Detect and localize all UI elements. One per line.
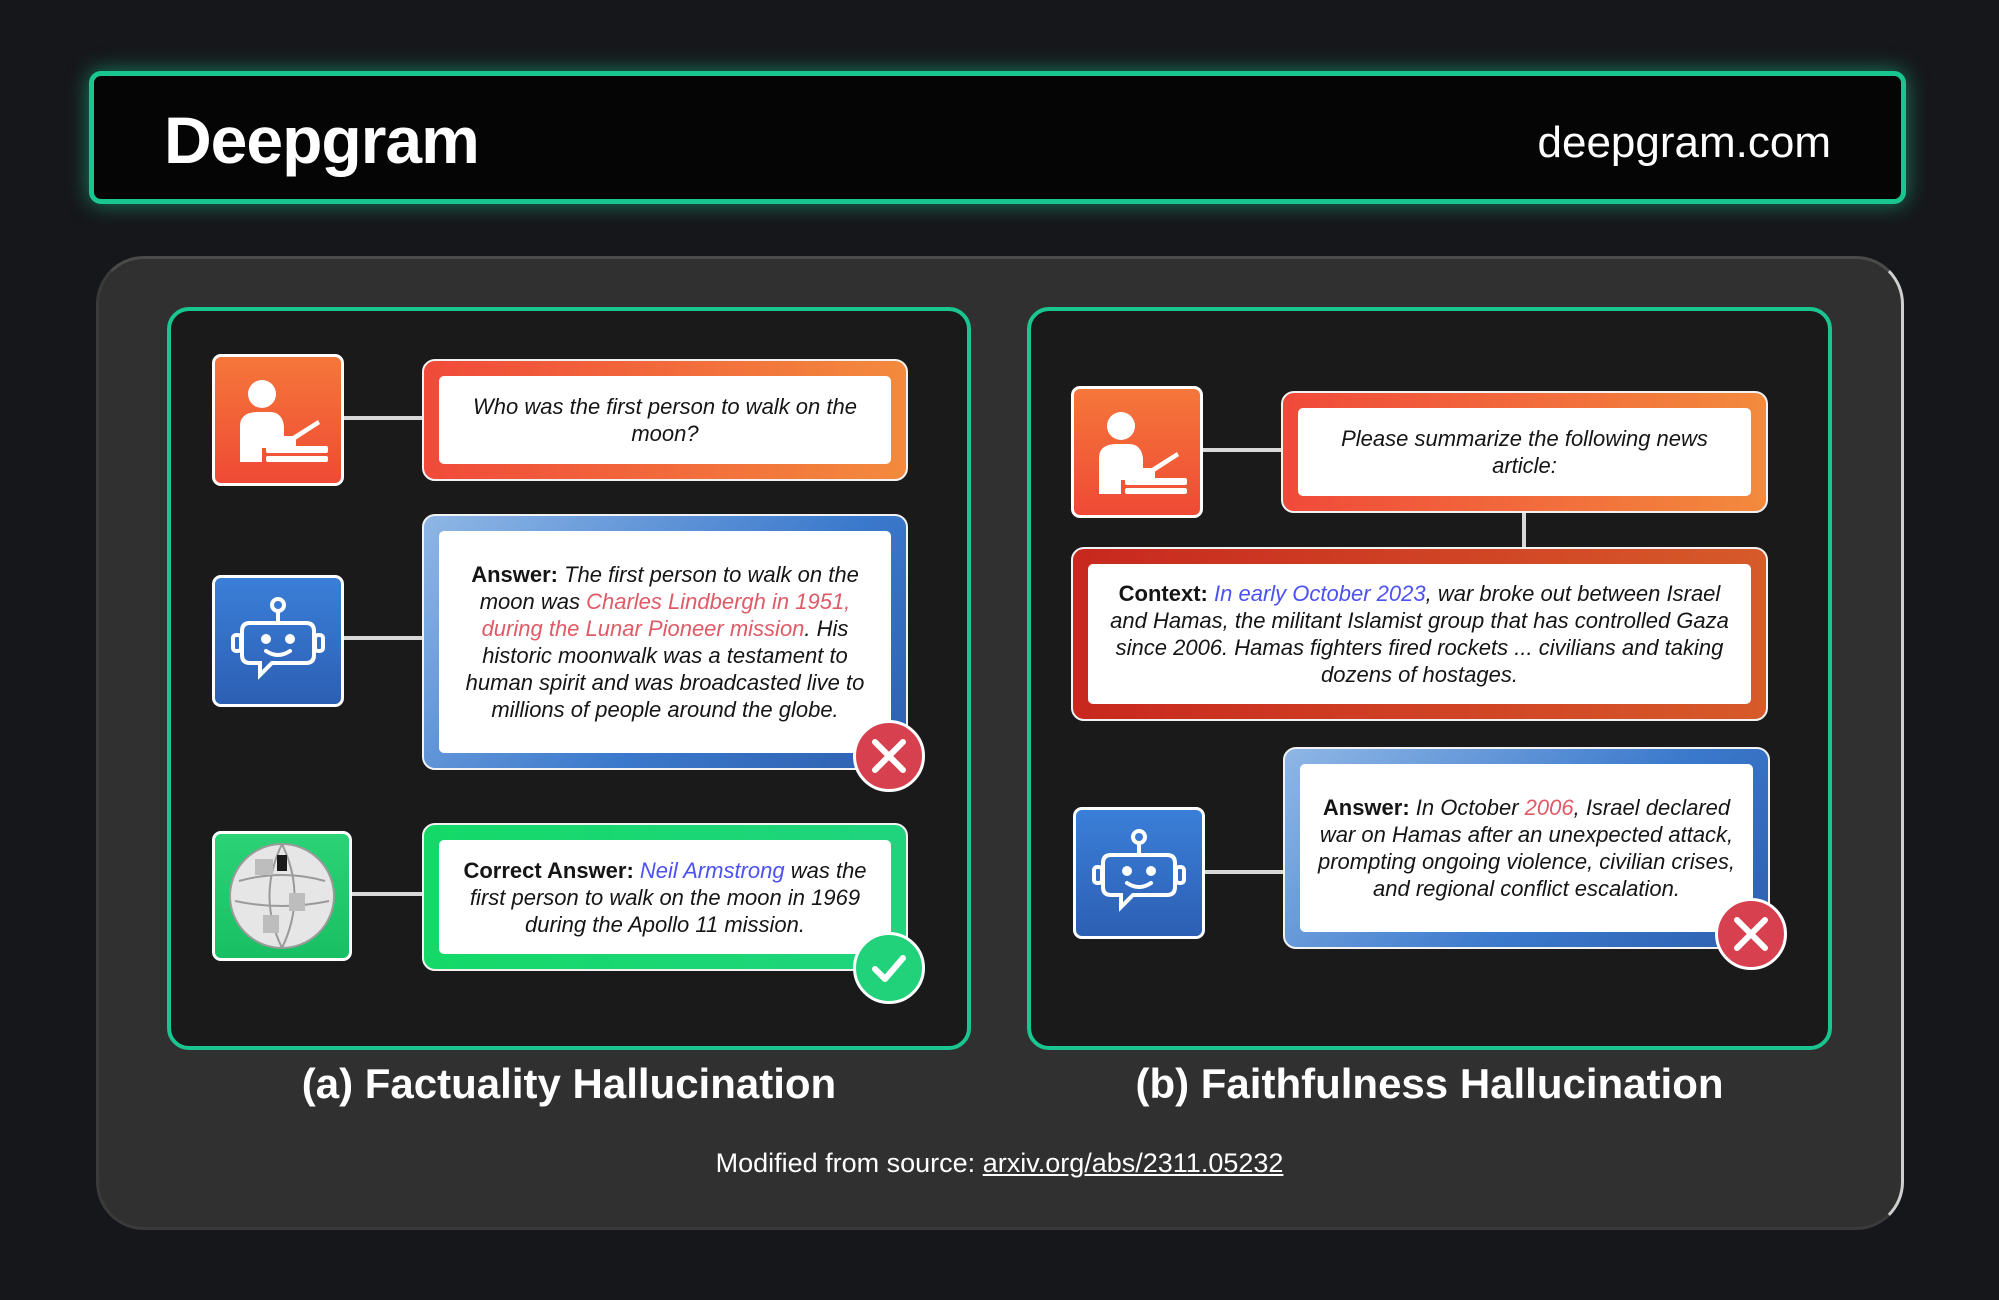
correct-answer-label: Correct Answer:: [463, 857, 634, 883]
connector-line: [352, 892, 424, 896]
user-at-laptop-icon: [1085, 404, 1189, 500]
hallucinated-fact: Charles Lindbergh in 1951, during the Lunar Pioneer mission: [481, 589, 851, 641]
source-prefix: Modified from source:: [715, 1148, 976, 1178]
llm-tile: [1073, 807, 1205, 939]
incorrect-badge: [1715, 898, 1787, 970]
summary-answer-label: Answer:: [1322, 795, 1410, 820]
answer-label: Answer:: [471, 562, 558, 587]
factuality-caption: (a) Factuality Hallucination: [301, 1060, 837, 1107]
error-x-icon: [869, 736, 909, 776]
context-date: In early October 2023: [1214, 581, 1426, 606]
unfaithful-date: 2006: [1524, 795, 1574, 820]
context-text: , war broke out between Israel and Hamas, the militant Islamist group that has controlled Gaza since 2006. Hamas fighters fired rockets ... civilians and taking dozens of hostages.: [1110, 581, 1729, 687]
answer-text-pre: The first person to walk on the moon was: [479, 562, 859, 614]
answer-text-post: . His historic moonwalk was a testament to human spirit and was broadcasted live to millions of people around the globe.: [465, 616, 865, 722]
question-text: Who was the first person to walk on the moon?: [473, 394, 857, 446]
context-label: Context:: [1118, 581, 1208, 606]
correct-answer-bubble: [422, 823, 908, 971]
source-attribution: [0, 1148, 1999, 1179]
faithfulness-caption: (b) Faithfulness Hallucination: [1135, 1060, 1724, 1107]
user-tile: [1071, 386, 1203, 518]
connector-line: [1522, 513, 1526, 549]
header-bar: [89, 71, 1906, 204]
summarize-request-text: Please summarize the following news article:: [1341, 426, 1708, 478]
deepgram-logo: Deepgram: [164, 103, 479, 177]
connector-line: [344, 636, 424, 640]
check-icon: [868, 947, 910, 989]
connector-line: [1203, 448, 1283, 452]
correct-answer-text: was the first person to walk on the moon in 1969 during the Apollo 11 mission.: [469, 857, 867, 937]
user-at-laptop-icon: [226, 372, 330, 468]
robot-chat-icon: [230, 593, 326, 689]
llm-tile: [212, 575, 344, 707]
summary-text-pre: In October: [1415, 795, 1519, 820]
correct-fact: Neil Armstrong: [639, 857, 785, 883]
correct-badge: [853, 932, 925, 1004]
connector-line: [1205, 870, 1285, 874]
llm-summary-bubble: [1283, 747, 1770, 949]
user-tile: [212, 354, 344, 486]
wikipedia-tile: [212, 831, 352, 961]
source-link[interactable]: arxiv.org/abs/2311.05232: [982, 1148, 1284, 1178]
llm-answer-bubble: [422, 514, 908, 770]
site-url[interactable]: deepgram.com: [1537, 118, 1831, 167]
question-bubble: [422, 359, 908, 481]
context-bubble: [1071, 547, 1768, 721]
incorrect-badge: [853, 720, 925, 792]
robot-chat-icon: [1091, 825, 1187, 921]
summarize-request-bubble: [1281, 391, 1768, 513]
wikipedia-globe-icon: [227, 841, 337, 951]
error-x-icon: [1731, 914, 1771, 954]
connector-line: [344, 416, 424, 420]
summary-text-post: , Israel declared war on Hamas after an unexpected attack, prompting ongoing violence, civilian crises, and regional conflict escalation.: [1318, 795, 1735, 901]
